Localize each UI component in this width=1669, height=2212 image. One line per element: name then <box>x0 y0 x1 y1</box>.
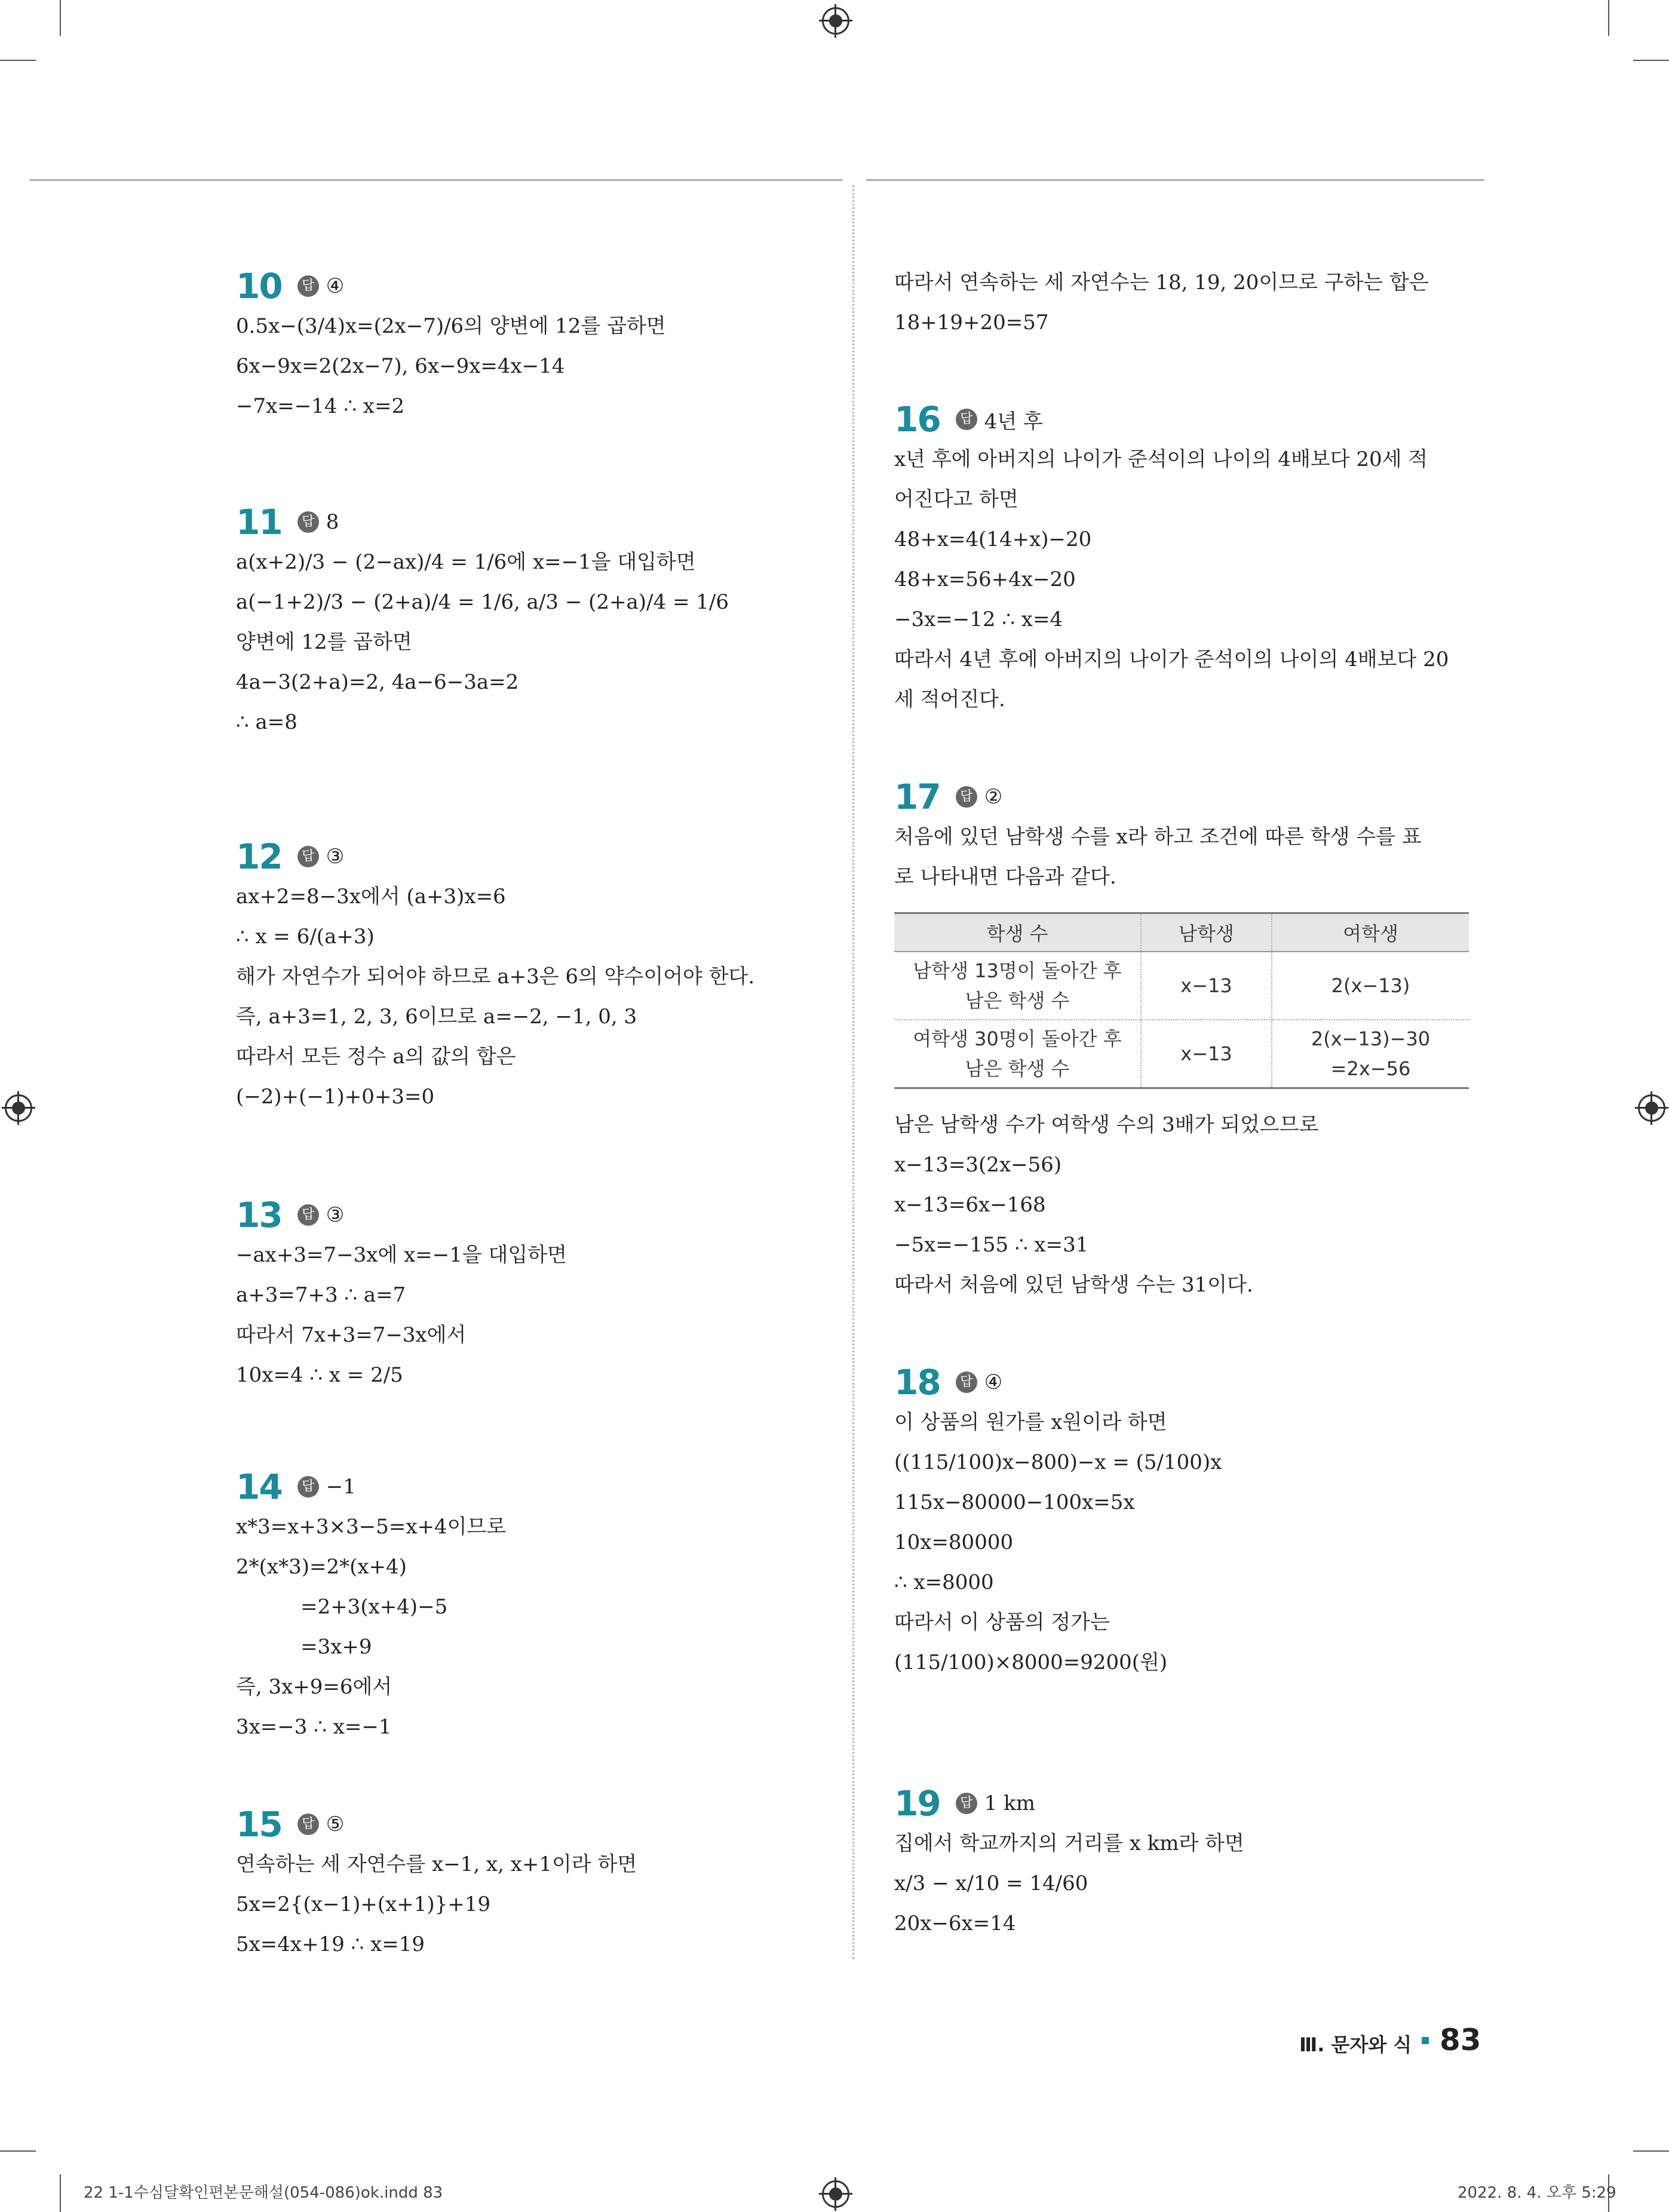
answer: ④ <box>326 274 345 298</box>
registration-mark-icon <box>822 7 849 35</box>
crop-mark <box>60 0 61 36</box>
solution-line: 어진다고 하면 <box>894 487 1018 511</box>
solution-line: 즉, a+3=1, 2, 3, 6이므로 a=−2, −1, 0, 3 <box>236 1005 637 1029</box>
answer: −1 <box>326 1475 356 1499</box>
table-header: 학생 수 <box>894 913 1141 952</box>
solution-line: 따라서 4년 후에 아버지의 나이가 준석이의 나이의 4배보다 20 <box>894 648 1449 671</box>
table-row <box>894 952 1469 1020</box>
solution-line: 해가 자연수가 되어야 하므로 a+3은 6의 약수이어야 한다. <box>236 965 755 989</box>
solution-line: x−13=3(2x−56) <box>894 1153 1062 1177</box>
problem-number: 14 <box>236 1467 282 1507</box>
solution-line: (115/100)×8000=9200(원) <box>894 1650 1168 1674</box>
solution-line: 4a−3(2+a)=2, 4a−6−3a=2 <box>236 670 519 694</box>
answer-badge-icon: 답 <box>297 1814 319 1835</box>
solution-line: 세 적어진다. <box>894 688 1005 711</box>
file-slug: 22 1-1수심달확인편본문해설(054-086)ok.indd 83 <box>84 2184 443 2202</box>
problem-number: 18 <box>894 1362 940 1403</box>
problem-11 <box>236 502 729 743</box>
problem-15 <box>236 1804 637 1965</box>
answer: ③ <box>326 1203 345 1227</box>
solution-line: 5x=2{(x−1)+(x+1)}+19 <box>236 1892 491 1916</box>
crop-mark <box>0 2150 36 2152</box>
solution-line: a(−1+2)/3 − (2+a)/4 = 1/6, a/3 − (2+a)/4 = 1/6 <box>236 590 729 614</box>
problem-19 <box>894 1783 1244 1944</box>
problem-number: 15 <box>236 1804 282 1845</box>
answer-badge-icon: 답 <box>297 1204 319 1226</box>
answer-badge-icon: 답 <box>956 1372 977 1393</box>
solution-line: 0.5x−(3/4)x=(2x−7)/6의 양변에 12를 곱하면 <box>236 314 666 338</box>
problem-17 <box>894 777 1422 897</box>
solution-line: x/3 − x/10 = 14/60 <box>894 1872 1088 1895</box>
table-cell: 여학생 30명이 돌아간 후 남은 학생 수 <box>894 1020 1141 1088</box>
answer-badge-icon: 답 <box>956 1793 977 1814</box>
answer-badge-icon: 답 <box>956 409 977 430</box>
answer: ③ <box>326 845 345 869</box>
solution-line: x*3=x+3×3−5=x+4이므로 <box>236 1515 507 1539</box>
solution-line: a+3=7+3 ∴ a=7 <box>236 1283 406 1307</box>
table-cell: x−13 <box>1141 1020 1272 1088</box>
solution-line: 48+x=56+4x−20 <box>894 567 1076 591</box>
answer-badge-icon: 답 <box>297 846 319 867</box>
student-count-table <box>894 912 1469 1089</box>
header-rule <box>866 179 1484 181</box>
answer: ④ <box>984 1370 1003 1394</box>
registration-mark-icon <box>5 1094 32 1122</box>
answer: 1 km <box>984 1791 1036 1815</box>
problem-15-continued <box>894 263 1429 343</box>
timestamp-slug: 2022. 8. 4. 오후 5:29 <box>1458 2184 1616 2202</box>
solution-line: 3x=−3 ∴ x=−1 <box>236 1715 392 1739</box>
problem-12 <box>236 836 754 1117</box>
solution-line: 10x=4 ∴ x = 2/5 <box>236 1363 403 1387</box>
answer-badge-icon: 답 <box>297 511 319 533</box>
answer: ⑤ <box>326 1812 345 1836</box>
answer: 8 <box>326 510 339 534</box>
solution-line: ax+2=8−3x에서 (a+3)x=6 <box>236 885 506 909</box>
problem-number: 11 <box>236 502 282 542</box>
problem-number: 19 <box>894 1783 940 1824</box>
solution-line: 연속하는 세 자연수를 x−1, x, x+1이라 하면 <box>236 1852 637 1876</box>
solution-line: −3x=−12 ∴ x=4 <box>894 608 1063 631</box>
solution-line: 115x−80000−100x=5x <box>894 1490 1135 1514</box>
problem-13 <box>236 1195 567 1395</box>
answer: 4년 후 <box>984 409 1043 434</box>
solution-line: 집에서 학교까지의 거리를 x km라 하면 <box>894 1831 1244 1855</box>
solution-line: 6x−9x=2(2x−7), 6x−9x=4x−14 <box>236 354 565 378</box>
solution-line: 남은 남학생 수가 여학생 수의 3배가 되었으므로 <box>894 1113 1319 1137</box>
solution-line: 처음에 있던 남학생 수를 x라 하고 조건에 따른 학생 수를 표 <box>894 825 1422 849</box>
solution-line: 즉, 3x+9=6에서 <box>236 1675 392 1699</box>
problem-10 <box>236 266 666 427</box>
problem-number: 12 <box>236 836 282 877</box>
table-cell: x−13 <box>1141 952 1272 1020</box>
solution-line: 따라서 모든 정수 a의 값의 합은 <box>236 1045 516 1069</box>
solution-line: 따라서 이 상품의 정가는 <box>894 1610 1110 1634</box>
problem-17-continued <box>894 1105 1319 1305</box>
table-cell: 2(x−13)−30 =2x−56 <box>1272 1020 1469 1088</box>
problem-number: 10 <box>236 266 282 306</box>
registration-mark-icon <box>1638 1094 1665 1122</box>
solution-line: (−2)+(−1)+0+3=0 <box>236 1085 435 1109</box>
crop-mark <box>1608 0 1609 36</box>
solution-line: =3x+9 <box>236 1635 372 1659</box>
solution-line: 따라서 처음에 있던 남학생 수는 31이다. <box>894 1273 1253 1297</box>
solution-line: 양변에 12를 곱하면 <box>236 630 412 654</box>
solution-line: −5x=−155 ∴ x=31 <box>894 1233 1089 1257</box>
problem-18 <box>894 1362 1222 1683</box>
solution-line: ∴ x = 6/(a+3) <box>236 925 375 949</box>
solution-line: 20x−6x=14 <box>894 1912 1016 1935</box>
crop-mark <box>1633 60 1669 61</box>
problem-number: 13 <box>236 1195 282 1235</box>
solution-line: =2+3(x+4)−5 <box>236 1595 448 1619</box>
answer-badge-icon: 답 <box>956 786 977 808</box>
solution-line: x−13=6x−168 <box>894 1193 1046 1217</box>
bullet-square-icon <box>1422 2037 1429 2044</box>
table-header: 남학생 <box>1141 913 1272 952</box>
answer: ② <box>984 785 1003 809</box>
problem-16 <box>894 399 1449 720</box>
problem-number: 16 <box>894 399 940 440</box>
table-cell: 남학생 13명이 돌아간 후 남은 학생 수 <box>894 952 1141 1020</box>
solution-line: a(x+2)/3 − (2−ax)/4 = 1/6에 x=−1을 대입하면 <box>236 550 696 574</box>
crop-mark <box>60 2174 61 2212</box>
solution-line: 이 상품의 원가를 x원이라 하면 <box>894 1410 1167 1434</box>
crop-mark <box>1633 2150 1669 2152</box>
solution-line: 로 나타내면 다음과 같다. <box>894 865 1116 889</box>
solution-line: x년 후에 아버지의 나이가 준석이의 나이의 4배보다 20세 적 <box>894 447 1428 471</box>
solution-line: ∴ a=8 <box>236 710 297 734</box>
answer-badge-icon: 답 <box>297 275 319 297</box>
table-header: 여학생 <box>1272 913 1469 952</box>
solution-line: 5x=4x+19 ∴ x=19 <box>236 1932 425 1956</box>
table-cell: 2(x−13) <box>1272 952 1469 1020</box>
solution-line: −7x=−14 ∴ x=2 <box>236 394 405 418</box>
solution-line: ((115/100)x−800)−x = (5/100)x <box>894 1450 1222 1474</box>
problem-14 <box>236 1467 506 1747</box>
solution-line: 48+x=4(14+x)−20 <box>894 527 1092 551</box>
solution-line: 따라서 연속하는 세 자연수는 18, 19, 20이므로 구하는 합은 <box>894 271 1429 294</box>
solution-line: 2*(x*3)=2*(x+4) <box>236 1555 407 1579</box>
crop-mark <box>0 60 36 61</box>
solution-line: 따라서 7x+3=7−3x에서 <box>236 1323 467 1347</box>
table-row <box>894 1020 1469 1088</box>
solution-line: ∴ x=8000 <box>894 1570 994 1594</box>
header-rule <box>30 179 842 181</box>
page-number: 83 <box>1440 2023 1481 2057</box>
column-divider <box>852 185 854 1959</box>
chapter-label: Ⅲ. 문자와 식 <box>1299 2033 1412 2056</box>
problem-number: 17 <box>894 777 940 817</box>
answer-badge-icon: 답 <box>297 1476 319 1498</box>
solution-line: 10x=80000 <box>894 1530 1014 1554</box>
registration-mark-icon <box>822 2180 849 2208</box>
solution-line: −ax+3=7−3x에 x=−1을 대입하면 <box>236 1243 567 1267</box>
solution-line: 18+19+20=57 <box>894 311 1049 335</box>
